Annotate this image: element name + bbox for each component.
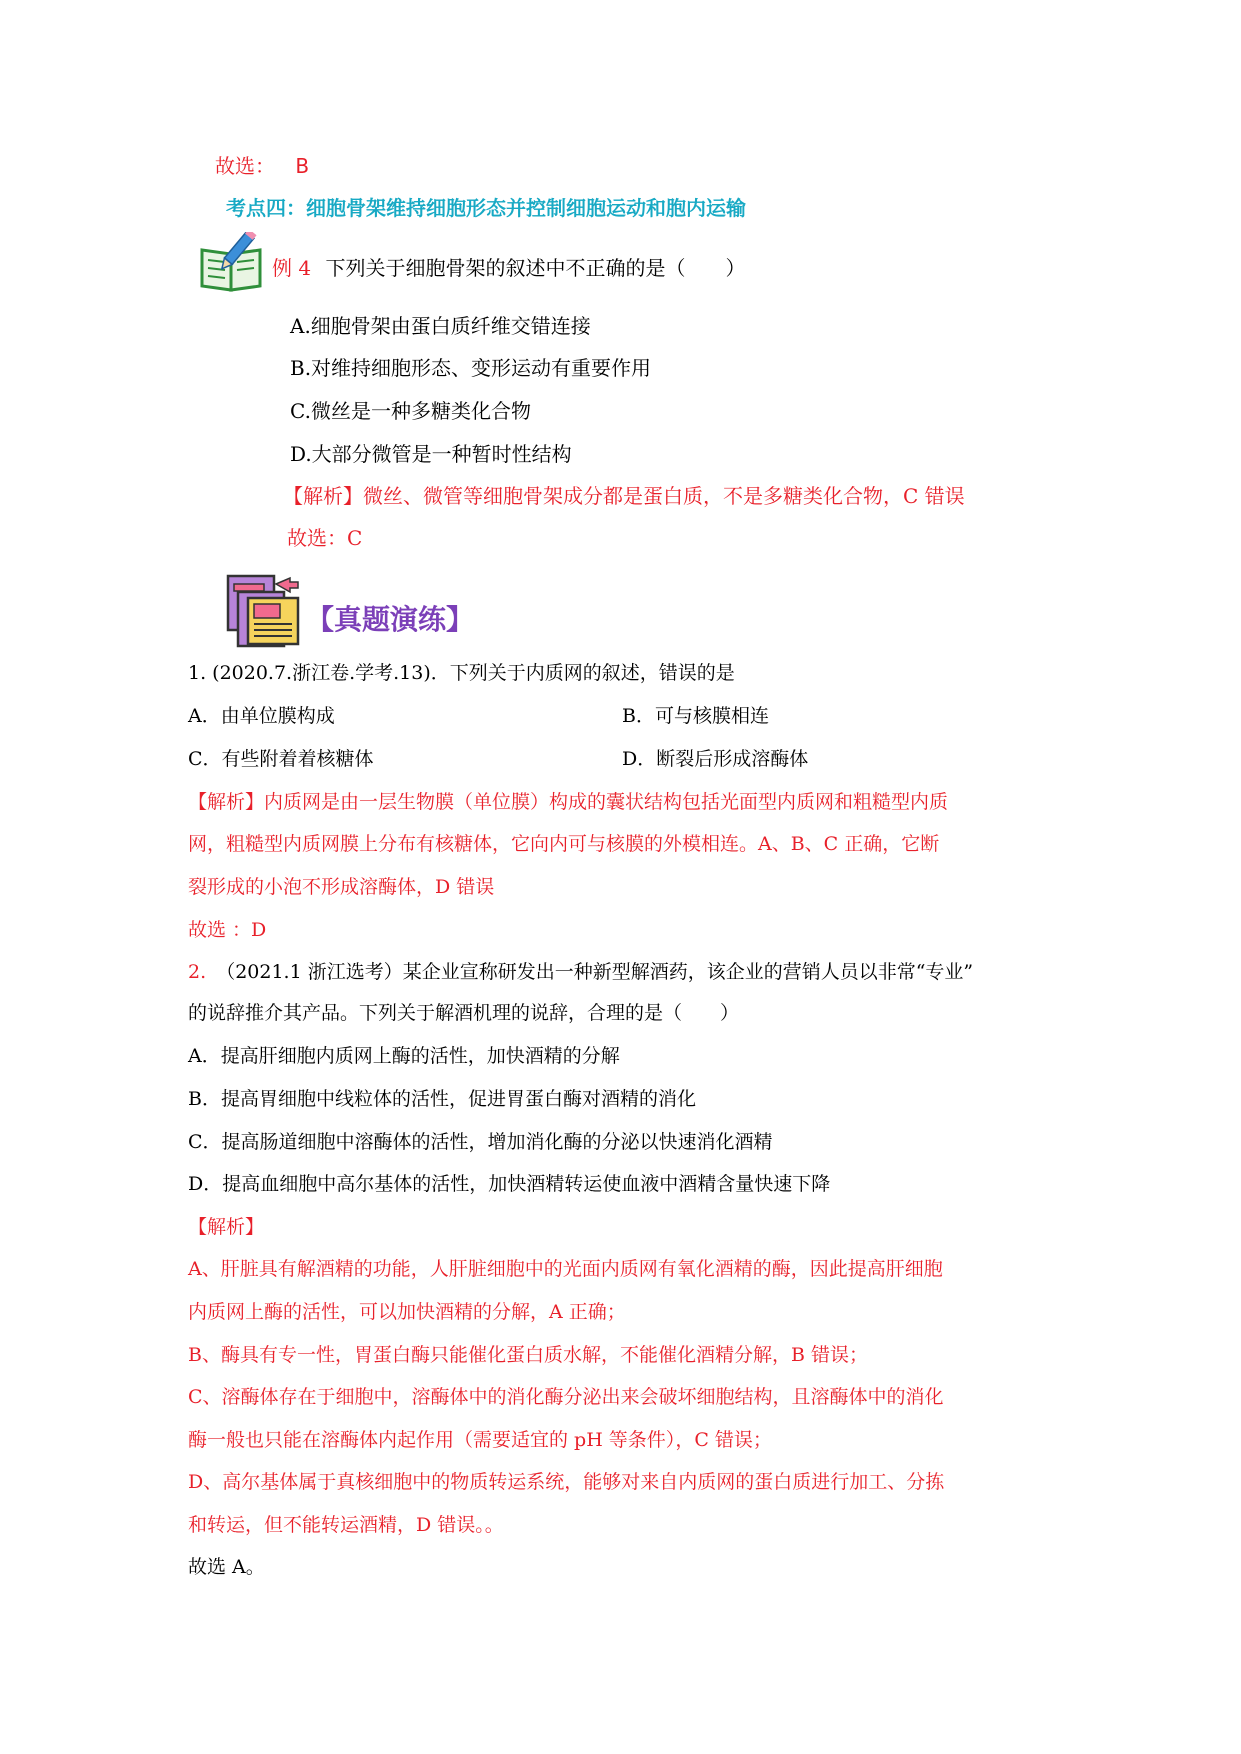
documents-icon	[224, 572, 302, 650]
q2-analysis-line-3: B、酶具有专一性，胃蛋白酶只能催化蛋白质水解，不能催化酒精分解，B 错误；	[188, 1344, 868, 1366]
top-answer-value: B	[295, 154, 310, 178]
q1-option-b: B．可与核膜相连	[622, 705, 769, 727]
example-answer: 故选：C	[287, 526, 363, 550]
q2-stem-line-2: 的说辞推介其产品。下列关于解酒机理的说辞，合理的是（ ）	[188, 1002, 740, 1024]
q1-analysis-line-1: 【解析】内质网是由一层生物膜（单位膜）构成的囊状结构包括光面型内质网和粗糙型内质	[188, 791, 949, 813]
example-option-a: A.细胞骨架由蛋白质纤维交错连接	[290, 314, 591, 338]
q2-number: 2.	[188, 961, 207, 983]
q1-analysis-line-3: 裂形成的小泡不形成溶酶体，D 错误	[188, 876, 495, 898]
book-pencil-icon	[198, 232, 268, 294]
top-answer-prefix: 故选：	[215, 154, 275, 178]
q2-answer: 故选 A。	[188, 1556, 265, 1578]
q2-option-b: B．提高胃细胞中线粒体的活性，促进胃蛋白酶对酒精的消化	[188, 1088, 696, 1110]
q2-option-d: D．提高血细胞中高尔基体的活性，加快酒精转运使血液中酒精含量快速下降	[188, 1173, 831, 1195]
q1-option-a: A．由单位膜构成	[188, 705, 335, 727]
example-option-b: B.对维持细胞形态、变形运动有重要作用	[290, 356, 652, 380]
q1-answer: 故选 ：D	[188, 919, 267, 941]
q2-option-c: C．提高肠道细胞中溶酶体的活性，增加消化酶的分泌以快速消化酒精	[188, 1131, 773, 1153]
q2-analysis-line-1: A、肝脏具有解酒精的功能，人肝脏细胞中的光面内质网有氧化酒精的酶，因此提高肝细胞	[188, 1258, 943, 1280]
example-4-stem	[272, 254, 745, 282]
example-option-c: C.微丝是一种多糖类化合物	[290, 399, 531, 423]
q2-analysis-label: 【解析】	[188, 1216, 265, 1238]
q1-stem: 1. (2020.7.浙江卷.学考.13)．下列关于内质网的叙述，错误的是	[188, 662, 735, 684]
q1-option-d: D．断裂后形成溶酶体	[622, 748, 809, 770]
example-label: 例 4	[272, 256, 312, 280]
q1-analysis-line-2: 网，粗糙型内质网膜上分布有核糖体，它向内可与核膜的外模相连。A、B、C 正确，它断	[188, 833, 940, 855]
example-option-d: D.大部分微管是一种暂时性结构	[290, 442, 572, 466]
q2-analysis-line-5: 酶一般也只能在溶酶体内起作用（需要适宜的 pH 等条件），C 错误；	[188, 1429, 772, 1451]
q2-analysis-line-7: 和转运，但不能转运酒精，D 错误。。	[188, 1514, 504, 1536]
q2-stem-text: （2021.1 浙江选考）某企业宣称研发出一种新型解酒药，该企业的营销人员以非常“专业”	[216, 961, 974, 983]
q2-analysis-line-4: C、溶酶体存在于细胞中，溶酶体中的消化酶分泌出来会破坏细胞结构，且溶酶体中的消化	[188, 1386, 944, 1408]
q2-option-a: A．提高肝细胞内质网上酶的活性，加快酒精的分解	[188, 1045, 620, 1067]
q2-analysis-line-2: 内质网上酶的活性，可以加快酒精的分解，A 正确；	[188, 1301, 626, 1323]
section-title: 考点四：细胞骨架维持细胞形态并控制细胞运动和胞内运输	[226, 196, 746, 220]
practice-heading: 【真题演练】	[306, 603, 475, 636]
q2-stem-line-1	[188, 959, 973, 985]
top-answer	[215, 152, 309, 180]
q1-option-c: C．有些附着着核糖体	[188, 748, 374, 770]
q2-analysis-line-6: D、高尔基体属于真核细胞中的物质转运系统，能够对来自内质网的蛋白质进行加工、分拣	[188, 1471, 945, 1493]
example-question: 下列关于细胞骨架的叙述中不正确的是（ ）	[325, 256, 746, 280]
example-analysis: 【解析】微丝、微管等细胞骨架成分都是蛋白质，不是多糖类化合物，C 错误	[283, 484, 965, 508]
